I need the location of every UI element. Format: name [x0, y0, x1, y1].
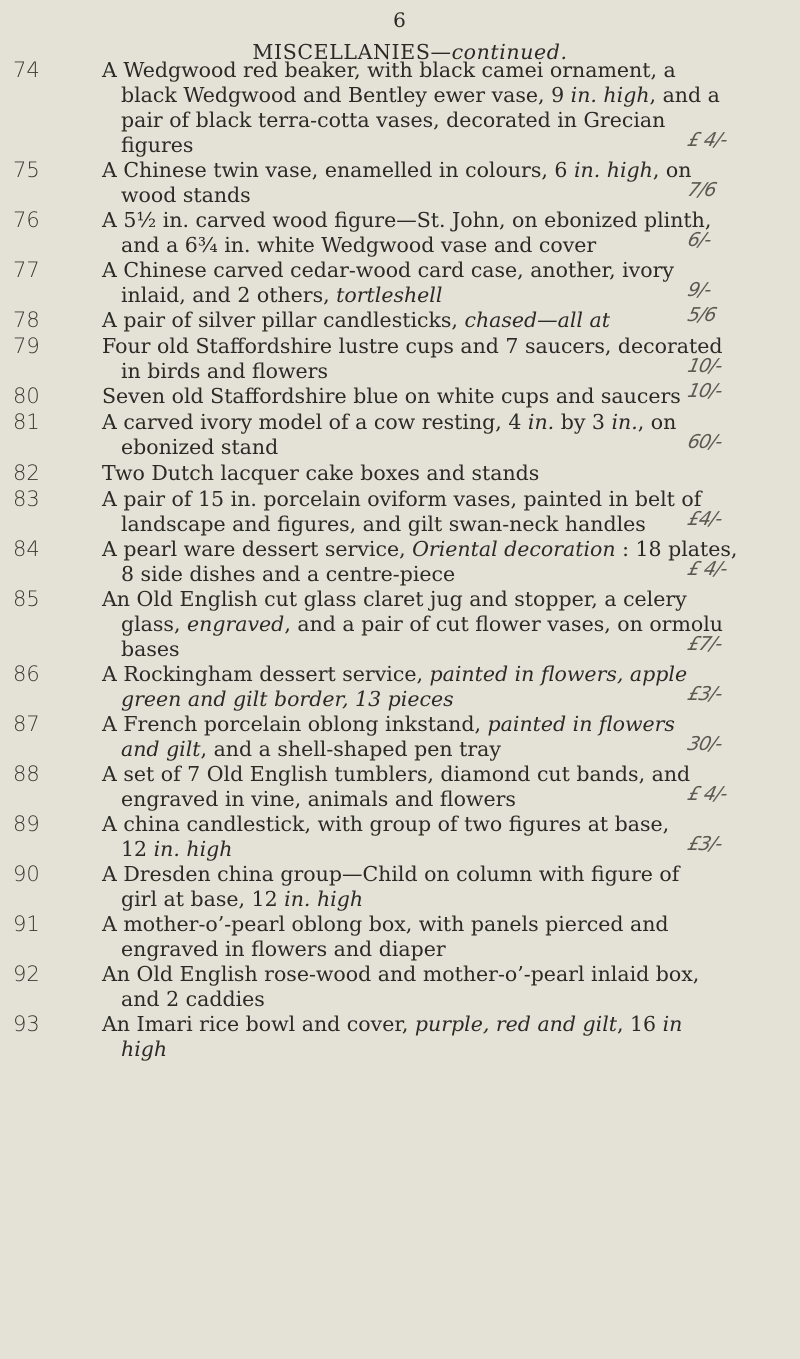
lot-description-line: A china candlestick, with group of two figures at base,: [102, 812, 670, 836]
lot-description-line: A pair of 15 in. porcelain oviform vases, painted in belt of: [102, 487, 702, 511]
lot-description-line: A set of 7 Old English tumblers, diamond cut bands, and: [102, 762, 691, 786]
lot-number: 80: [13, 384, 40, 408]
handwritten-price: £4/-: [685, 508, 724, 530]
lot-description-line: 12 in. high: [121, 837, 233, 861]
lot-description-line: Seven old Staffordshire blue on white cups and saucers: [102, 384, 681, 408]
lot-description-line: high: [121, 1037, 168, 1061]
lot-number: 81: [13, 410, 40, 434]
lot-number: 89: [13, 812, 40, 836]
lot-description-line: An Imari rice bowl and cover, purple, red and gilt, 16 in: [102, 1012, 683, 1036]
handwritten-price: 30/-: [685, 733, 724, 755]
lot-description-line: girl at base, 12 in. high: [121, 887, 364, 911]
handwritten-price: 9/-: [685, 279, 713, 301]
lot-description-line: 8 side dishes and a centre-piece: [121, 562, 456, 586]
lot-description-line: A Dresden china group—Child on column with figure of: [102, 862, 680, 886]
lot-number: 74: [13, 58, 40, 82]
lot-description-line: A pair of silver pillar candlesticks, chased—all at: [102, 308, 610, 332]
lot-description-line: inlaid, and 2 others, tortleshell: [121, 283, 443, 307]
handwritten-price: £3/-: [685, 833, 724, 855]
lot-number: 75: [13, 158, 40, 182]
lot-number: 88: [13, 762, 40, 786]
lot-description-line: wood stands: [121, 183, 251, 207]
lot-description-line: Two Dutch lacquer cake boxes and stands: [102, 461, 540, 485]
handwritten-price: £3/-: [685, 683, 724, 705]
lot-number: 93: [13, 1012, 40, 1036]
lot-description-line: black Wedgwood and Bentley ewer vase, 9 in. high, and a: [121, 83, 720, 107]
lot-description-line: A mother-o’-pearl oblong box, with panels pierced and: [102, 912, 669, 936]
handwritten-price: 6/-: [685, 229, 713, 251]
lot-description-line: ebonized stand: [121, 435, 279, 459]
lot-description-line: and gilt, and a shell-shaped pen tray: [121, 737, 501, 761]
lot-description-line: engraved in flowers and diaper: [121, 937, 446, 961]
lot-description-line: A 5½ in. carved wood figure—St. John, on ebonized plinth,: [102, 208, 712, 232]
lot-number: 83: [13, 487, 40, 511]
lot-description-line: A Wedgwood red beaker, with black camei ornament, a: [102, 58, 676, 82]
handwritten-price: 5/6: [685, 304, 718, 326]
lot-description-line: A Chinese carved cedar-wood card case, another, ivory: [102, 258, 674, 282]
heading-sub: continued.: [451, 40, 568, 64]
lot-description-line: green and gilt border, 13 pieces: [121, 687, 454, 711]
page-number: 6: [393, 8, 407, 32]
lot-number: 79: [13, 334, 40, 358]
handwritten-price: 60/-: [685, 431, 724, 453]
handwritten-price: £7/-: [685, 633, 724, 655]
handwritten-price: £ 4/-: [685, 783, 729, 805]
lot-description-line: A pearl ware dessert service, Oriental decoration : 18 plates,: [102, 537, 738, 561]
lot-description-line: Four old Staffordshire lustre cups and 7 saucers, decorated: [102, 334, 723, 358]
lot-number: 77: [13, 258, 40, 282]
lot-description-line: engraved in vine, animals and flowers: [121, 787, 516, 811]
handwritten-price: 10/-: [685, 355, 724, 377]
handwritten-price: 7/6: [685, 179, 718, 201]
lot-number: 85: [13, 587, 40, 611]
lot-description-line: An Old English cut glass claret jug and stopper, a celery: [102, 587, 687, 611]
lot-description-line: landscape and figures, and gilt swan-neck handles: [121, 512, 646, 536]
lot-description-line: and 2 caddies: [121, 987, 265, 1011]
lot-description-line: A French porcelain oblong inkstand, painted in flowers: [102, 712, 675, 736]
lot-number: 87: [13, 712, 40, 736]
lot-description-line: and a 6¾ in. white Wedgwood vase and cover: [121, 233, 597, 257]
lot-description-line: An Old English rose-wood and mother-o’-pearl inlaid box,: [102, 962, 700, 986]
lot-number: 92: [13, 962, 40, 986]
lot-number: 82: [13, 461, 40, 485]
lot-description-line: A carved ivory model of a cow resting, 4 in. by 3 in., on: [102, 410, 677, 434]
lot-description-line: pair of black terra-cotta vases, decorated in Grecian: [121, 108, 666, 132]
lot-number: 91: [13, 912, 40, 936]
lot-number: 90: [13, 862, 40, 886]
lot-number: 76: [13, 208, 40, 232]
handwritten-price: £ 4/-: [685, 558, 729, 580]
handwritten-price: £ 4/-: [685, 129, 729, 151]
lot-number: 78: [13, 308, 40, 332]
lot-description-line: glass, engraved, and a pair of cut flower vases, on ormolu: [121, 612, 724, 636]
handwritten-price: 10/-: [685, 380, 724, 402]
lot-description-line: in birds and flowers: [121, 359, 328, 383]
heading-main: MISCELLANIES—: [252, 40, 452, 64]
lot-number: 86: [13, 662, 40, 686]
lot-description-line: A Rockingham dessert service, painted in flowers, apple: [102, 662, 688, 686]
lot-number: 84: [13, 537, 40, 561]
lot-description-line: bases: [121, 637, 180, 661]
lot-description-line: A Chinese twin vase, enamelled in colours, 6 in. high, on: [102, 158, 692, 182]
lot-description-line: figures: [121, 133, 194, 157]
